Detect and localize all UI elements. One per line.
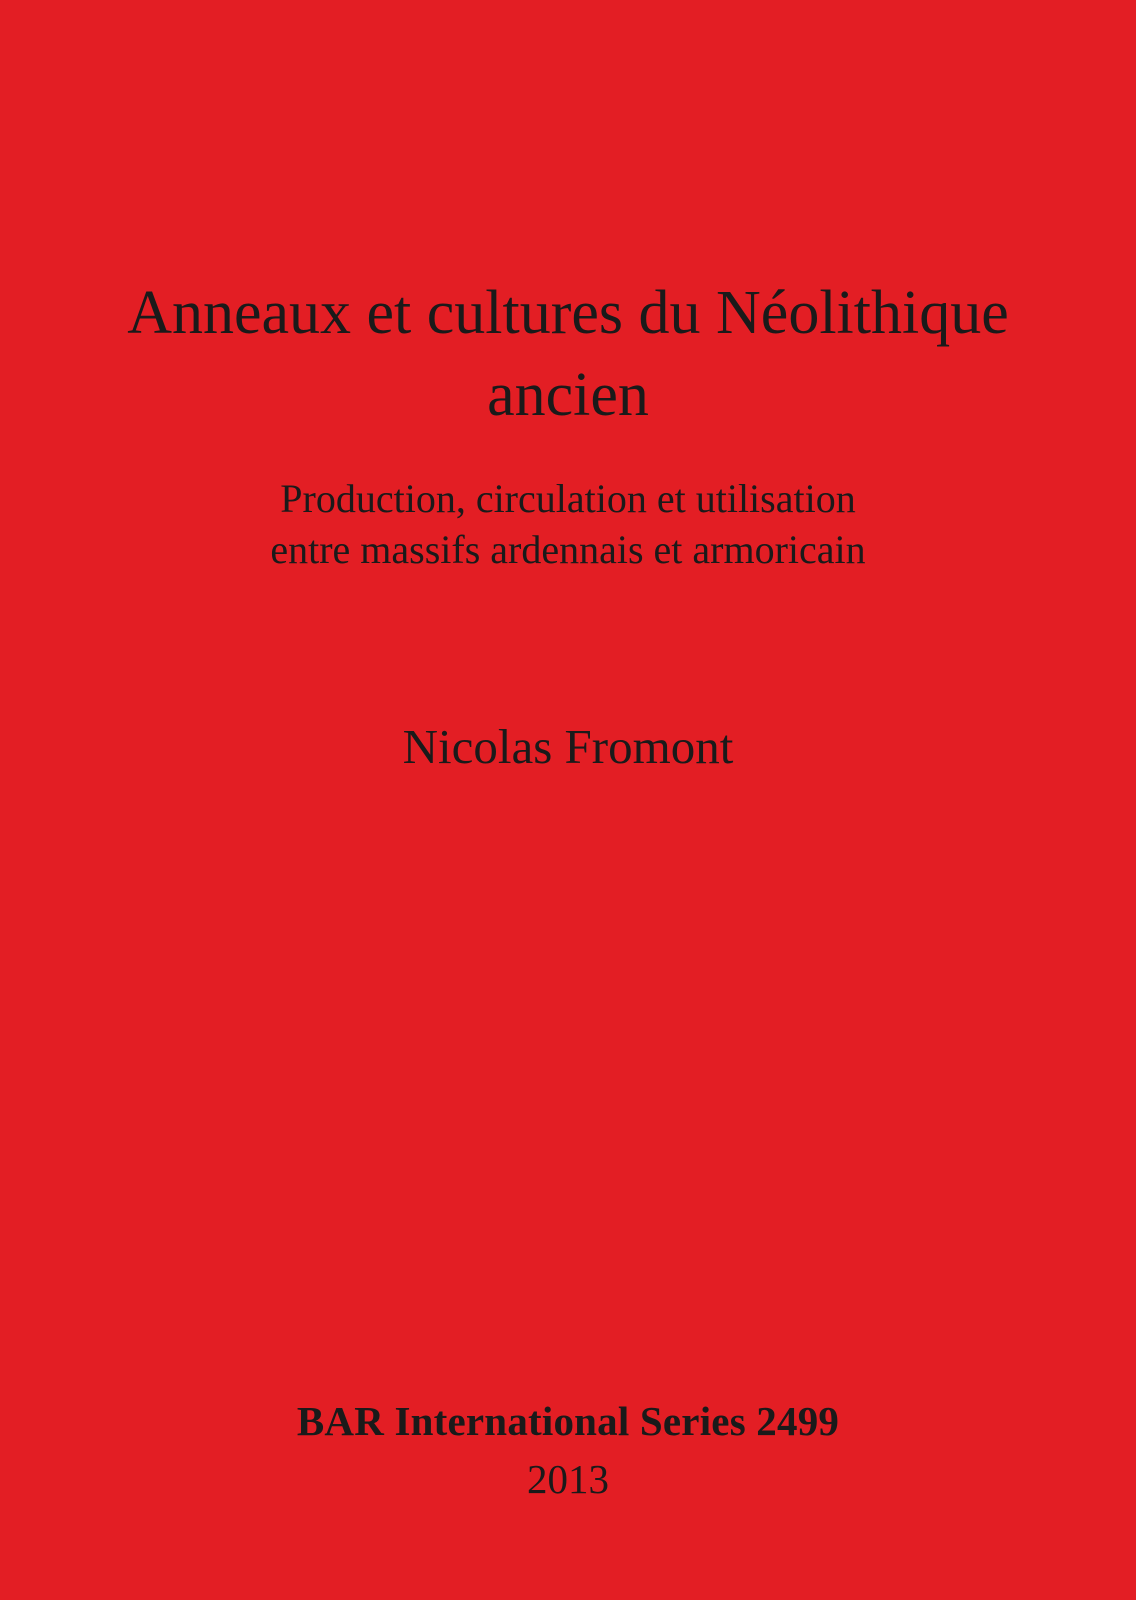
publication-year: 2013 [527, 1455, 609, 1502]
cover-footer [0, 1396, 1136, 1504]
subtitle-line-1: Production, circulation et utilisation [280, 475, 856, 521]
page-title: Anneaux et cultures du Néolithique ancien [127, 279, 1009, 430]
title-block [0, 272, 1136, 575]
series-label: BAR International Series 2499 [296, 1397, 840, 1444]
author-name: Nicolas Fromont [402, 719, 734, 774]
subtitle-line-2: entre massifs ardennais et armoricain [270, 527, 866, 573]
subtitle [0, 473, 1136, 575]
